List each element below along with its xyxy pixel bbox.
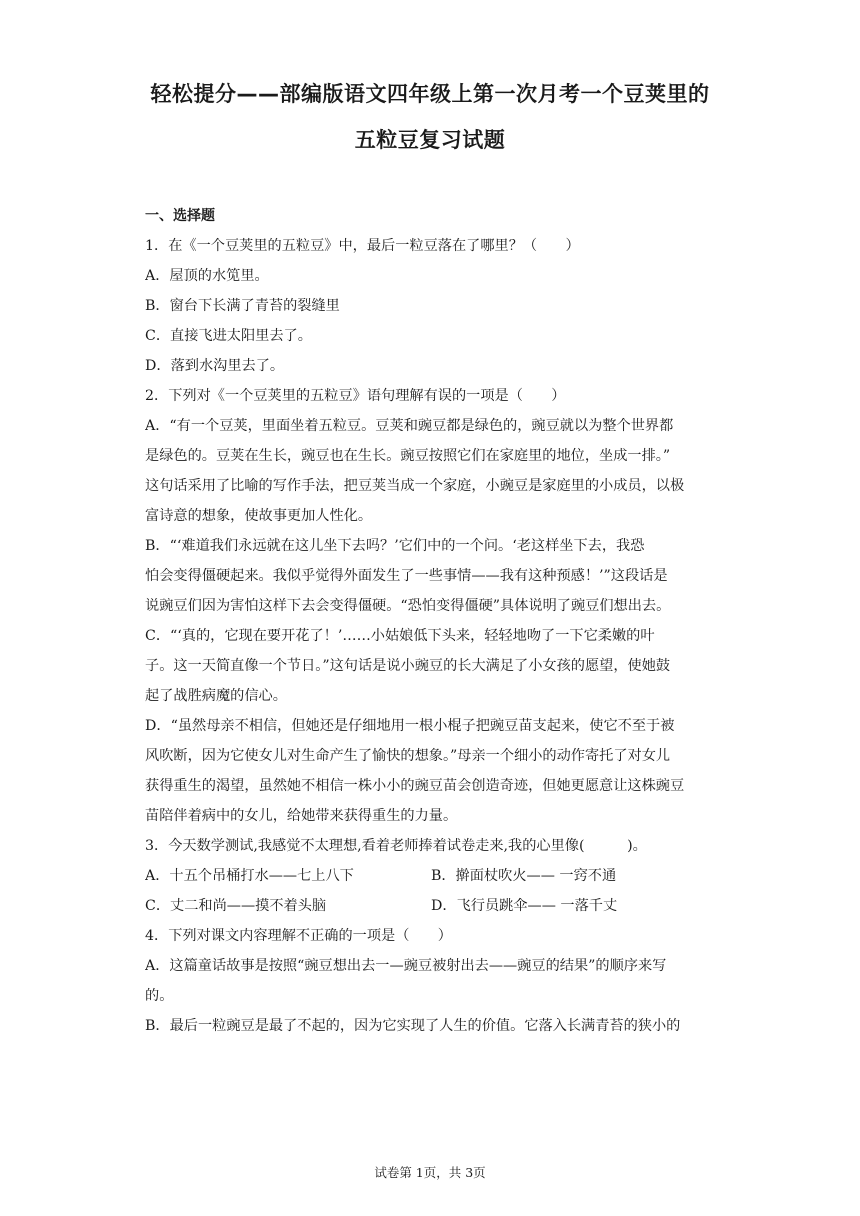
q2-option-d-cont: 风吹断，因为它使女儿对生命产生了愉快的想象。”母亲一个细小的动作寄托了对女儿 [145,748,671,764]
q2-option-a: A．“有一个豆荚，里面坐着五粒豆。豆荚和豌豆都是绿色的，豌豆就以为整个世界都 [145,418,674,434]
q3-options-row-1 [145,861,717,891]
q2-option-c: C．“‘真的，它现在要开花了！’……小姑娘低下头来，轻轻地吻了一下它柔嫩的叶 [145,628,655,644]
q3-options-row-2 [145,891,717,921]
q1-option-d: D．落到水沟里去了。 [145,358,285,374]
q1-option-b: B．窗台下长满了青苔的裂缝里 [145,298,340,314]
q3-stem: 3．今天数学测试,我感觉不太理想,看着老师捧着试卷走来,我的心里像( )。 [145,838,647,854]
q2-option-b: B．“‘难道我们永远就在这儿坐下去吗？’它们中的一个问。‘老这样坐下去，我恐 [145,538,645,554]
q3-option-d: D．飞行员跳伞—— 一落千丈 [431,898,618,914]
q2-option-b-cont: 说豌豆们因为害怕这样下去会变得僵硬。“恐怕变得僵硬”具体说明了豌豆们想出去。 [145,598,671,614]
q3-option-c: C．丈二和尚——摸不着头脑 [145,898,327,914]
q2-option-d: D．“虽然母亲不相信，但她还是仔细地用一根小棍子把豌豆苗支起来，使它不至于被 [145,718,675,734]
q2-option-c-cont: 子。这一天简直像一个节日。”这句话是说小豌豆的长大满足了小女孩的愿望，使她鼓 [145,658,671,674]
q1-option-a: A．屋顶的水笕里。 [145,268,269,284]
q2-option-a-cont: 是绿色的。豆荚在生长，豌豆也在生长。豌豆按照它们在家庭里的地位，坐成一排。” [145,448,671,464]
q3-option-b: B．擀面杖吹火—— 一窍不通 [431,868,617,884]
q4-option-a: A．这篇童话故事是按照“豌豆想出去一—豌豆被射出去——豌豆的结果”的顺序来写 [145,958,667,974]
exam-body [145,201,717,1041]
exam-title-line-1: 轻松提分——部编版语文四年级上第一次月考一个豆荚里的 [150,82,710,106]
q2-option-d-cont: 获得重生的渴望，虽然她不相信一株小小的豌豆苗会创造奇迹，但她更愿意让这株豌豆 [145,778,685,794]
exam-title-line-2: 五粒豆复习试题 [354,128,506,152]
q4-option-b: B．最后一粒豌豆是最了不起的，因为它实现了人生的价值。它落入长满青苔的狭小的 [145,1018,681,1034]
q4-option-a-cont: 的。 [145,988,174,1004]
page-footer: 试卷第 1页，共 3页 [374,1165,486,1180]
q2-option-b-cont: 怕会变得僵硬起来。我似乎觉得外面发生了一些事情——我有这种预感！’”这段话是 [145,568,668,584]
q2-stem: 2．下列对《一个豆荚里的五粒豆》语句理解有误的一项是（ ） [145,388,566,404]
q2-option-c-cont: 起了战胜病魔的信心。 [145,688,287,704]
q4-stem: 4．下列对课文内容理解不正确的一项是（ ） [145,928,452,944]
q2-option-d-cont: 苗陪伴着病中的女儿，给她带来获得重生的力量。 [145,808,458,824]
q3-option-a: A．十五个吊桶打水——七上八下 [145,868,354,884]
q1-stem: 1．在《一个豆荚里的五粒豆》中，最后一粒豆落在了哪里？（ ） [145,238,580,254]
section-heading: 一、选择题 [145,208,215,224]
q1-option-c: C．直接飞进太阳里去了。 [145,328,312,344]
q2-option-a-cont: 富诗意的想象，使故事更加人性化。 [145,508,373,524]
q2-option-a-cont: 这句话采用了比喻的写作手法，把豆荚当成一个家庭，小豌豆是家庭里的小成员，以极 [145,478,685,494]
